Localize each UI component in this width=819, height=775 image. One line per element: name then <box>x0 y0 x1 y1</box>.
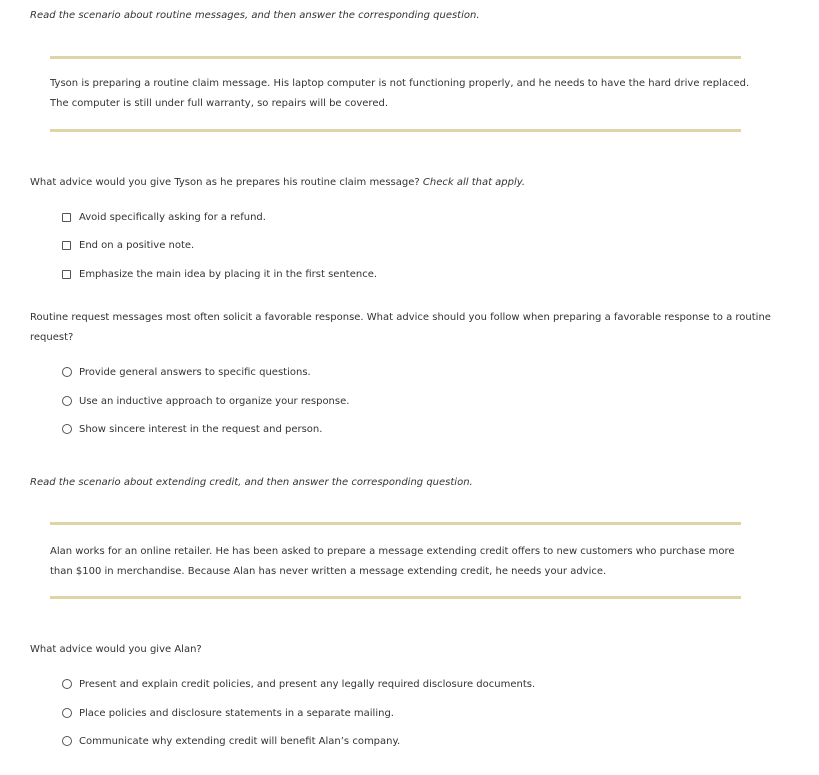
q3-option-1[interactable] <box>62 677 535 691</box>
radio-button-icon[interactable] <box>62 736 72 746</box>
q3-question: What advice would you give Alan? <box>30 644 202 655</box>
q3-scenario-bottom-rule <box>50 596 741 599</box>
q1-scenario-text: Tyson is preparing a routine claim message. His laptop computer is not functioning properly, and he needs to have the hard drive replaced. The computer is still under full warranty, so repairs will be covered. <box>50 78 750 109</box>
q3-scenario-top-rule <box>50 522 741 525</box>
q3-option-2[interactable] <box>62 706 394 720</box>
q3-option-1-label: Present and explain credit policies, and present any legally required disclosure documents. <box>79 678 536 690</box>
q1-option-1[interactable] <box>62 210 266 224</box>
q1-intro: Read the scenario about routine messages, and then answer the corresponding question. <box>30 10 480 21</box>
q1-question-text: What advice would you give Tyson as he prepares his routine claim message? <box>30 177 420 188</box>
radio-button-icon[interactable] <box>62 708 72 718</box>
q1-option-3[interactable] <box>62 267 377 281</box>
checkbox-icon[interactable] <box>62 270 71 279</box>
q3-option-3[interactable] <box>62 734 400 748</box>
checkbox-icon[interactable] <box>62 213 71 222</box>
radio-button-icon[interactable] <box>62 367 72 377</box>
q3-option-2-label: Place policies and disclosure statements in a separate mailing. <box>79 707 394 719</box>
q1-option-1-label: Avoid specifically asking for a refund. <box>79 211 266 223</box>
q2-option-3[interactable] <box>62 422 322 436</box>
q3-option-3-label: Communicate why extending credit will benefit Alan’s company. <box>79 735 401 747</box>
q2-option-1[interactable] <box>62 365 311 379</box>
q2-option-2[interactable] <box>62 394 349 408</box>
q1-option-2-label: End on a positive note. <box>79 239 195 251</box>
checkbox-icon[interactable] <box>62 241 71 250</box>
radio-button-icon[interactable] <box>62 679 72 689</box>
q1-scenario-top-rule <box>50 56 741 59</box>
q1-instruction: Check all that apply. <box>422 177 526 188</box>
q1-option-3-label: Emphasize the main idea by placing it in the first sentence. <box>79 268 378 280</box>
q1-option-2[interactable] <box>62 238 194 252</box>
q2-option-2-label: Use an inductive approach to organize your response. <box>79 395 350 407</box>
q3-scenario-text: Alan works for an online retailer. He has been asked to prepare a message extending credit offers to new customers who purchase more than $100 in merchandise. Because Alan has never written a message extending credit, he needs your advice. <box>50 546 735 577</box>
q1-scenario-bottom-rule <box>50 129 741 132</box>
q3-intro: Read the scenario about extending credit, and then answer the corresponding question. <box>30 477 473 488</box>
q2-option-3-label: Show sincere interest in the request and person. <box>79 423 323 435</box>
q2-option-1-label: Provide general answers to specific questions. <box>79 366 311 378</box>
q1-question <box>30 173 790 193</box>
radio-button-icon[interactable] <box>62 396 72 406</box>
radio-button-icon[interactable] <box>62 424 72 434</box>
q2-question: Routine request messages most often solicit a favorable response. What advice should you follow when preparing a favorable response to a routine request? <box>30 312 771 343</box>
